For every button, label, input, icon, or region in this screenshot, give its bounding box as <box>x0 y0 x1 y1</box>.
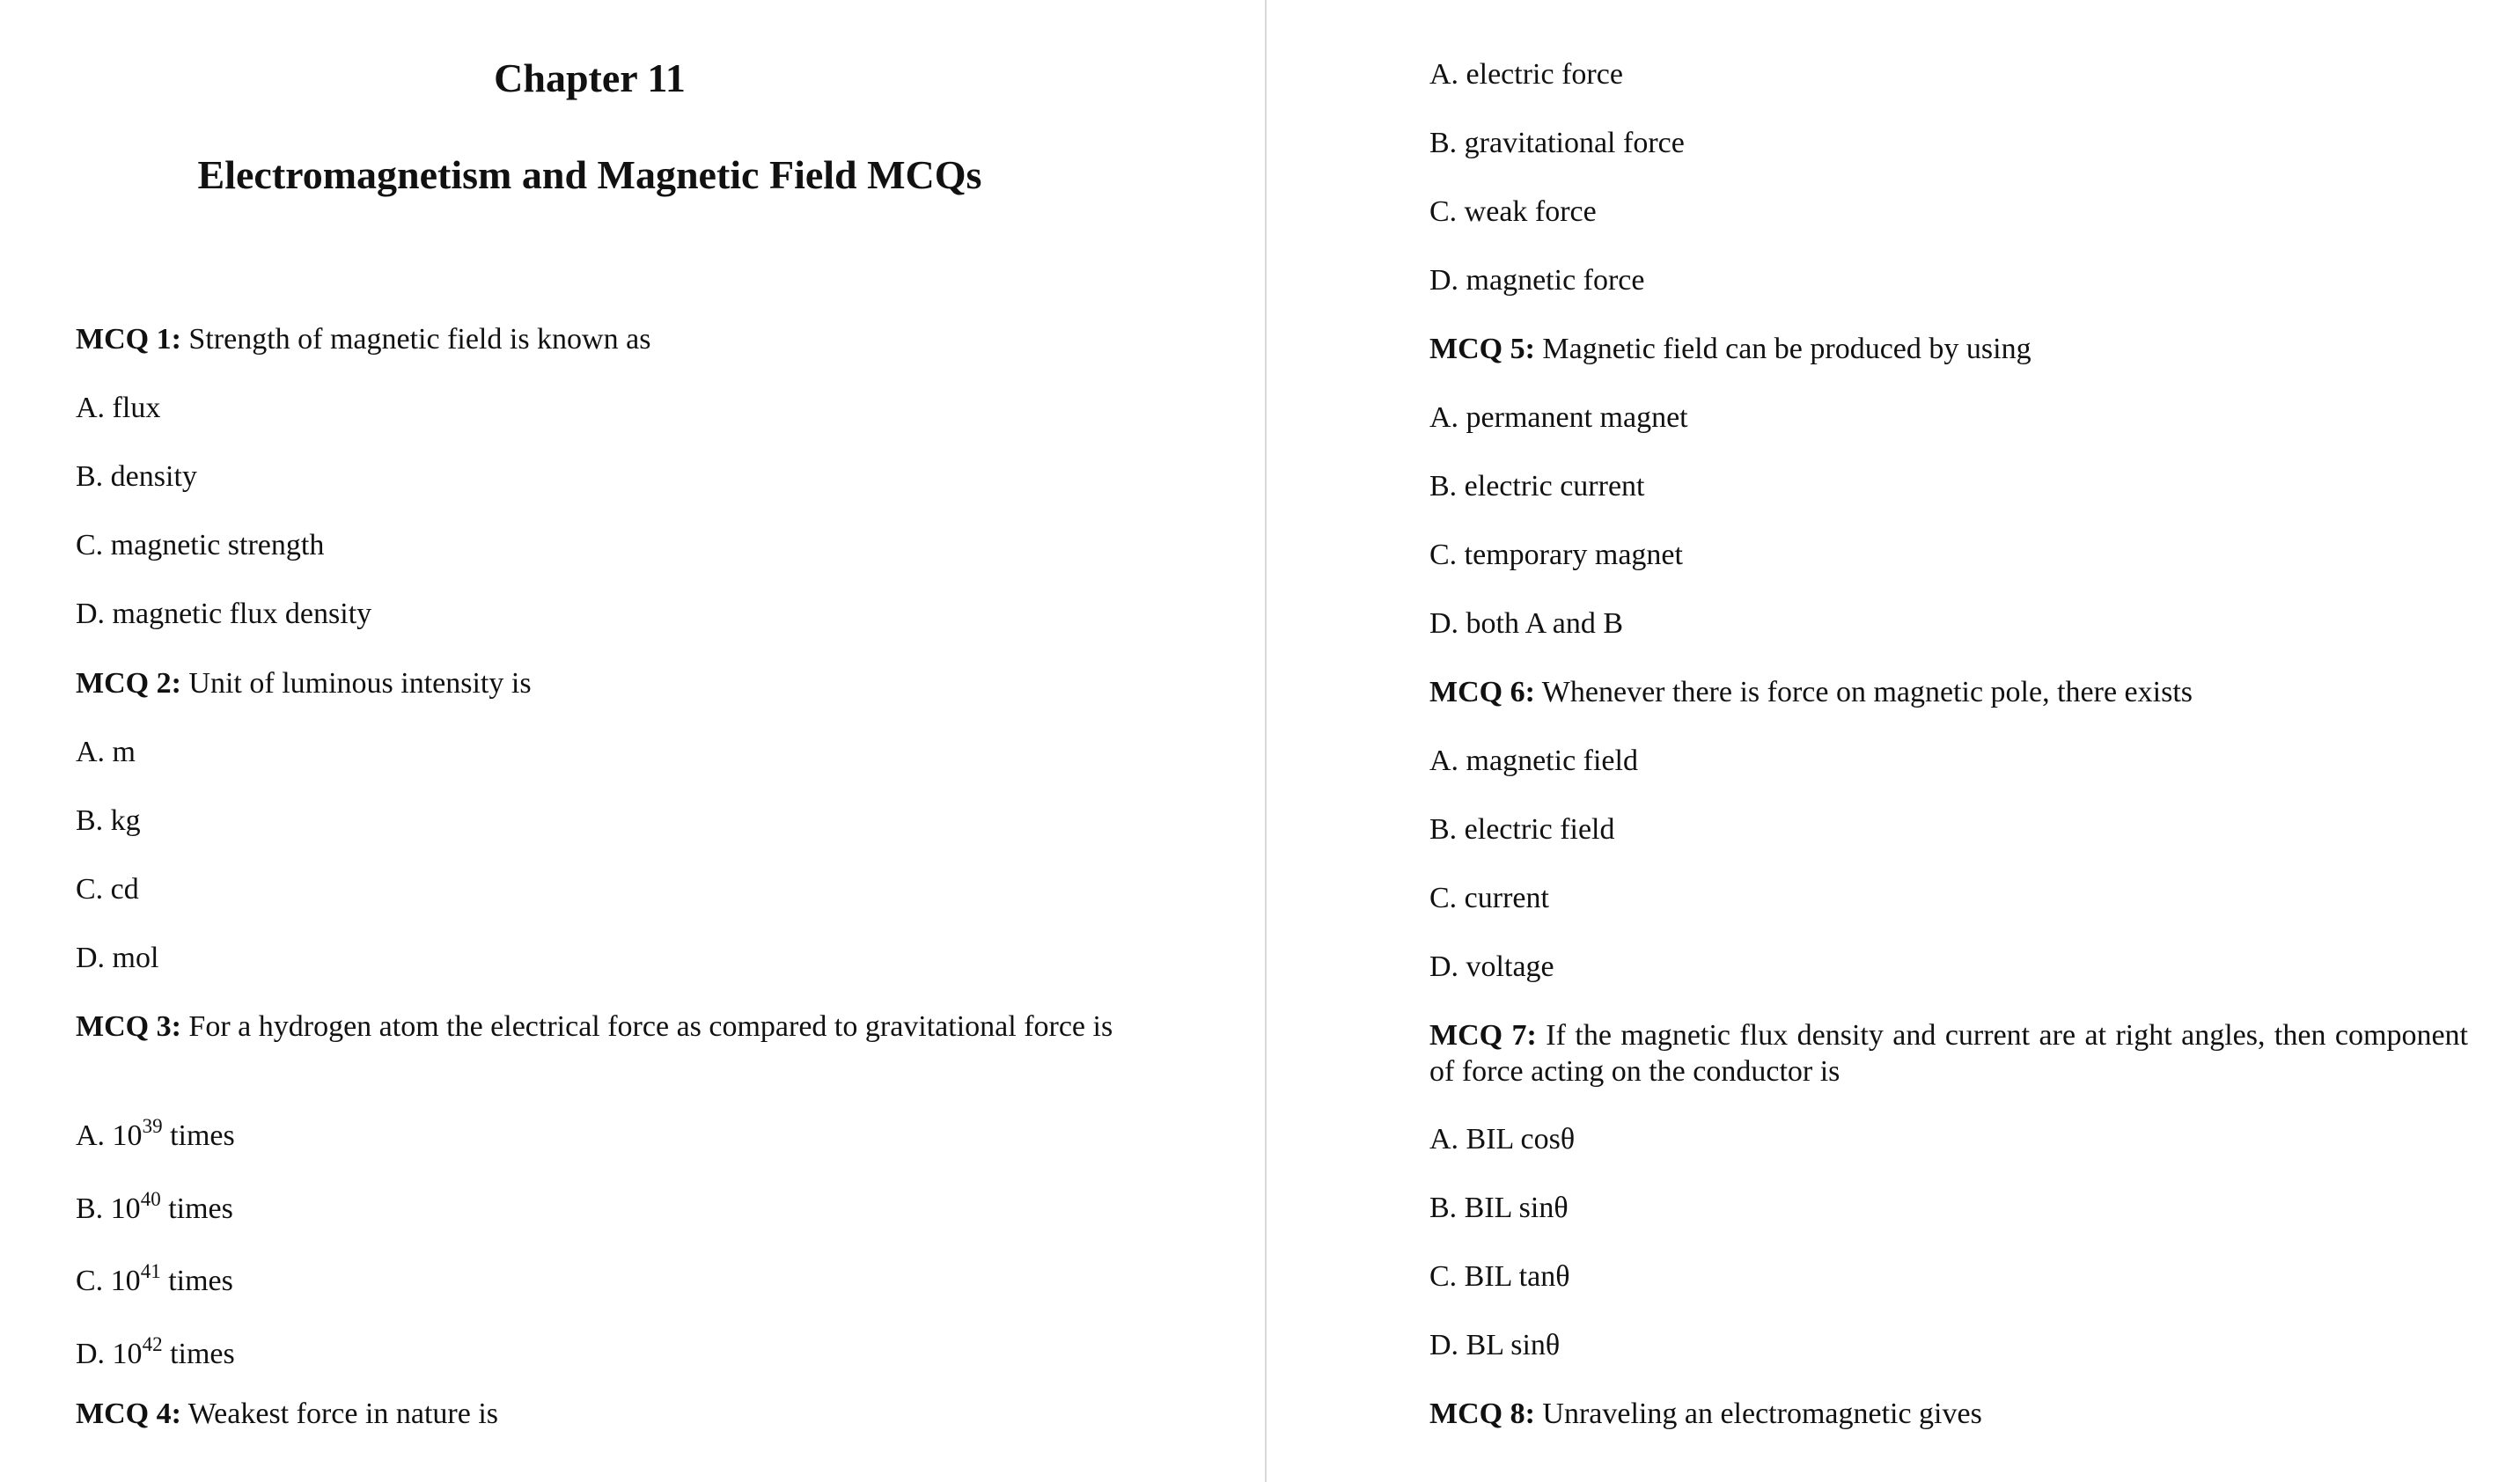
q7-option-d: D. BL sinθ <box>1429 1329 1561 1361</box>
q2-option-c: C. cd <box>76 873 139 906</box>
question-label: MCQ 3: <box>76 1010 181 1043</box>
q3-option-a <box>76 1114 235 1154</box>
option-prefix: A. 10 <box>76 1119 143 1152</box>
chapter-title: Chapter 11 <box>494 55 686 100</box>
option-suffix: times <box>160 1265 233 1297</box>
q5-option-b: B. electric current <box>1429 470 1645 503</box>
question-label: MCQ 1: <box>76 323 181 356</box>
q2-option-d: D. mol <box>76 942 159 974</box>
q7-option-b: B. BIL sinθ <box>1429 1192 1569 1224</box>
q5-option-a: A. permanent magnet <box>1429 401 1688 434</box>
option-suffix: times <box>162 1119 235 1152</box>
q6-option-d: D. voltage <box>1429 950 1554 983</box>
q4-option-a: A. electric force <box>1429 58 1623 91</box>
question-7 <box>1429 1017 2468 1089</box>
option-suffix: times <box>160 1192 233 1225</box>
question-text: If the magnetic flux density and current are at right angles, then component of force acting on the conductor is <box>1429 1019 2468 1088</box>
question-6 <box>1429 674 2193 710</box>
option-prefix: D. 10 <box>76 1338 143 1370</box>
q5-option-c: C. temporary magnet <box>1429 539 1683 571</box>
option-exponent: 39 <box>142 1114 163 1137</box>
option-exponent: 40 <box>140 1187 161 1210</box>
q4-option-b: B. gravitational force <box>1429 127 1685 159</box>
option-suffix: times <box>162 1338 235 1370</box>
q1-option-d: D. magnetic flux density <box>76 598 372 630</box>
question-label: MCQ 4: <box>76 1398 181 1430</box>
document-title: Electromagnetism and Magnetic Field MCQs <box>197 152 982 197</box>
q6-option-a: A. magnetic field <box>1429 745 1638 777</box>
option-prefix: C. 10 <box>76 1265 141 1297</box>
question-label: MCQ 7: <box>1429 1019 1537 1052</box>
question-8 <box>1429 1396 1982 1432</box>
question-2 <box>76 665 532 701</box>
q2-option-b: B. kg <box>76 804 141 837</box>
question-text: Weakest force in nature is <box>180 1398 499 1430</box>
question-text: Unraveling an electromagnetic gives <box>1534 1398 1982 1430</box>
question-text: For a hydrogen atom the electrical force as compared to gravitational force is <box>180 1010 1113 1043</box>
q1-option-b: B. density <box>76 460 197 493</box>
q7-option-a: A. BIL cosθ <box>1429 1123 1576 1156</box>
question-label: MCQ 6: <box>1429 676 1535 708</box>
question-text: Unit of luminous intensity is <box>180 667 532 700</box>
question-text: Whenever there is force on magnetic pole, there exists <box>1534 676 2193 708</box>
q3-option-d <box>76 1332 235 1372</box>
q3-option-b <box>76 1187 233 1227</box>
question-1 <box>76 321 650 357</box>
question-label: MCQ 2: <box>76 667 181 700</box>
option-exponent: 41 <box>140 1259 161 1282</box>
question-text: Magnetic field can be produced by using <box>1534 333 2031 365</box>
q4-option-c: C. weak force <box>1429 195 1597 228</box>
q2-option-a: A. m <box>76 736 136 768</box>
question-3 <box>76 1009 1114 1045</box>
question-label: MCQ 8: <box>1429 1398 1535 1430</box>
q3-option-c <box>76 1259 233 1299</box>
right-page <box>1267 0 2520 1482</box>
q1-option-a: A. flux <box>76 392 161 424</box>
question-5 <box>1429 331 2031 367</box>
q6-option-c: C. current <box>1429 882 1549 914</box>
q7-option-c: C. BIL tanθ <box>1429 1260 1570 1293</box>
q5-option-d: D. both A and B <box>1429 607 1624 640</box>
q6-option-b: B. electric field <box>1429 813 1615 846</box>
question-4 <box>76 1396 498 1432</box>
question-text: Strength of magnetic field is known as <box>180 323 651 356</box>
option-prefix: B. 10 <box>76 1192 141 1225</box>
q4-option-d: D. magnetic force <box>1429 264 1645 297</box>
option-exponent: 42 <box>142 1332 163 1355</box>
question-label: MCQ 5: <box>1429 333 1535 365</box>
q1-option-c: C. magnetic strength <box>76 529 325 561</box>
